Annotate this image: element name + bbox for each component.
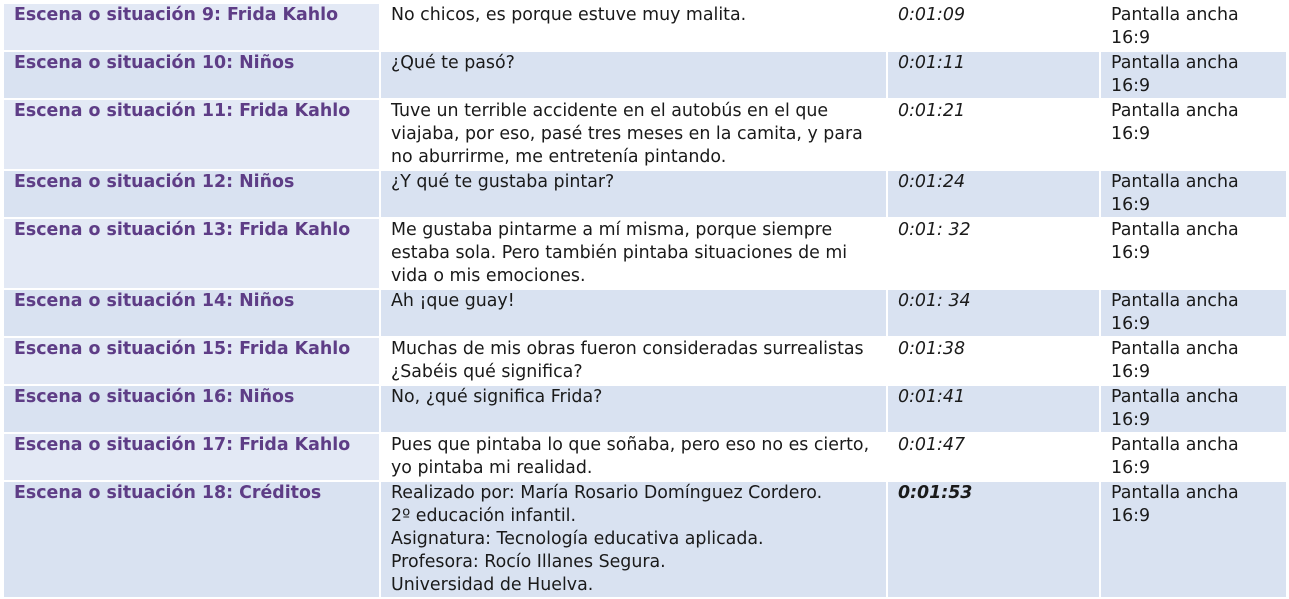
scene-title: Escena o situación 17: Frida Kahlo: [4, 433, 380, 481]
timecode: 0:01:41: [887, 385, 1100, 433]
format-cell: [1100, 481, 1286, 598]
table-row: [4, 433, 1286, 481]
scene-title: Escena o situación 10: Niños: [4, 51, 380, 99]
format-line: 16:9: [1111, 410, 1151, 430]
scene-title: Escena o situación 11: Frida Kahlo: [4, 99, 380, 170]
format-cell: [1100, 337, 1286, 385]
timecode: 0:01:53: [887, 481, 1100, 598]
scene-title: Escena o situación 18: Créditos: [4, 481, 380, 598]
script-table-body: [4, 4, 1286, 598]
format-line: Pantalla ancha: [1111, 339, 1239, 359]
dialogue-line: No, ¿qué significa Frida?: [391, 387, 603, 407]
format-cell: [1100, 51, 1286, 99]
timecode: 0:01:38: [887, 337, 1100, 385]
format-line: 16:9: [1111, 506, 1151, 526]
format-line: Pantalla ancha: [1111, 435, 1239, 455]
dialogue-cell: [380, 218, 887, 289]
dialogue-cell: [380, 4, 887, 51]
script-table: [4, 4, 1286, 599]
format-line: Pantalla ancha: [1111, 5, 1239, 25]
dialogue-line: Universidad de Huelva.: [391, 575, 594, 595]
format-line: 16:9: [1111, 458, 1151, 478]
dialogue-line: Muchas de mis obras fueron consideradas surrealistas ¿Sabéis qué significa?: [391, 339, 864, 382]
dialogue-cell: [380, 51, 887, 99]
timecode: 0:01:11: [887, 51, 1100, 99]
dialogue-line: ¿Y qué te gustaba pintar?: [391, 172, 615, 192]
dialogue-line: 2º educación infantil.: [391, 506, 577, 526]
format-line: 16:9: [1111, 314, 1151, 334]
format-cell: [1100, 218, 1286, 289]
format-line: 16:9: [1111, 362, 1151, 382]
format-line: 16:9: [1111, 76, 1151, 96]
format-line: Pantalla ancha: [1111, 101, 1239, 121]
timecode: 0:01:24: [887, 170, 1100, 218]
format-line: Pantalla ancha: [1111, 53, 1239, 73]
table-row: [4, 385, 1286, 433]
format-cell: [1100, 4, 1286, 51]
format-cell: [1100, 289, 1286, 337]
scene-title: Escena o situación 14: Niños: [4, 289, 380, 337]
table-row: [4, 170, 1286, 218]
format-cell: [1100, 99, 1286, 170]
format-line: 16:9: [1111, 124, 1151, 144]
dialogue-cell: [380, 481, 887, 598]
format-line: Pantalla ancha: [1111, 387, 1239, 407]
dialogue-line: Realizado por: María Rosario Domínguez Cordero.: [391, 483, 823, 503]
scene-title: Escena o situación 12: Niños: [4, 170, 380, 218]
format-line: Pantalla ancha: [1111, 172, 1239, 192]
table-row: [4, 337, 1286, 385]
scene-title: Escena o situación 16: Niños: [4, 385, 380, 433]
dialogue-line: Tuve un terrible accidente en el autobús en el que viajaba, por eso, pasé tres meses en la camita, y para no aburrirme, me entretenía pintando.: [391, 101, 863, 167]
dialogue-cell: [380, 337, 887, 385]
table-row: [4, 218, 1286, 289]
timecode: 0:01:47: [887, 433, 1100, 481]
format-line: 16:9: [1111, 243, 1151, 263]
timecode: 0:01:09: [887, 4, 1100, 51]
format-cell: [1100, 385, 1286, 433]
scene-title: Escena o situación 15: Frida Kahlo: [4, 337, 380, 385]
dialogue-line: Ah ¡que guay!: [391, 291, 515, 311]
dialogue-line: Profesora: Rocío Illanes Segura.: [391, 552, 666, 572]
table-row: [4, 4, 1286, 51]
dialogue-cell: [380, 433, 887, 481]
timecode: 0:01: 32: [887, 218, 1100, 289]
dialogue-cell: [380, 385, 887, 433]
dialogue-line: Pues que pintaba lo que soñaba, pero eso no es cierto, yo pintaba mi realidad.: [391, 435, 870, 478]
table-row: [4, 289, 1286, 337]
dialogue-line: Me gustaba pintarme a mí misma, porque siempre estaba sola. Pero también pintaba situaciones de mi vida o mis emociones.: [391, 220, 848, 286]
dialogue-cell: [380, 170, 887, 218]
format-line: Pantalla ancha: [1111, 220, 1239, 240]
timecode: 0:01:21: [887, 99, 1100, 170]
format-line: Pantalla ancha: [1111, 291, 1239, 311]
format-line: 16:9: [1111, 28, 1151, 48]
scene-title: Escena o situación 13: Frida Kahlo: [4, 218, 380, 289]
format-cell: [1100, 433, 1286, 481]
dialogue-line: Asignatura: Tecnología educativa aplicada.: [391, 529, 764, 549]
table-row: [4, 481, 1286, 598]
format-cell: [1100, 170, 1286, 218]
scene-title: Escena o situación 9: Frida Kahlo: [4, 4, 380, 51]
format-line: Pantalla ancha: [1111, 483, 1239, 503]
table-row: [4, 51, 1286, 99]
dialogue-cell: [380, 99, 887, 170]
format-line: 16:9: [1111, 195, 1151, 215]
dialogue-line: ¿Qué te pasó?: [391, 53, 515, 73]
timecode: 0:01: 34: [887, 289, 1100, 337]
dialogue-cell: [380, 289, 887, 337]
dialogue-line: No chicos, es porque estuve muy malita.: [391, 5, 747, 25]
table-row: [4, 99, 1286, 170]
